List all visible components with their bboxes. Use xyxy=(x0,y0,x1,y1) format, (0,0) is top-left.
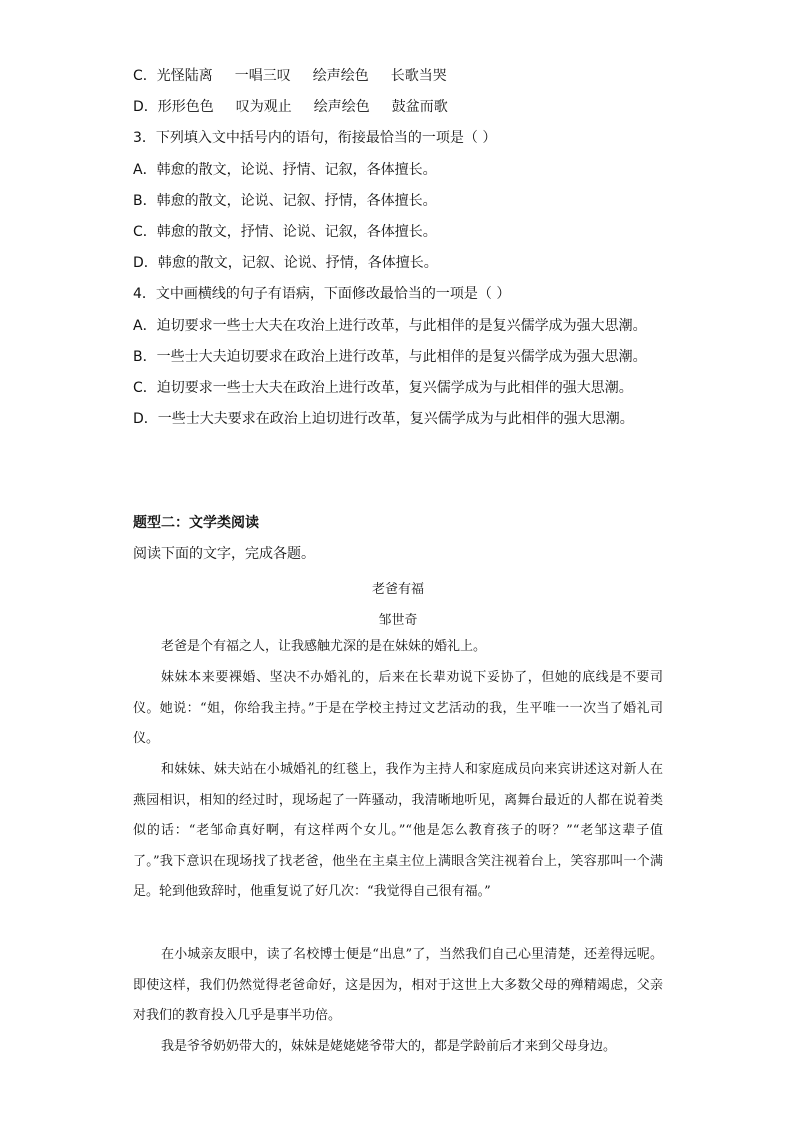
story-title: 老爸有福 xyxy=(371,582,424,597)
story-paragraph: 和妹妹、妹夫站在小城婚礼的红毯上，我作为主持人和家庭成员向来宾讲述这对新人在燕园相识，相知的经过时，现场起了一阵骚动，我清晰地听见，离舞台最近的人都在说着类似的话：“老邹命真好啊，有这样两个女儿。”“他是怎么教育孩子的呀？”“老邹这辈子值了。”我下意识在现场找了找老爸，他坐在主桌主位上满眼含笑注视着台上，笑容那叫一个满足。轮到他致辞时，他重复说了好几次：“我觉得自己很有福。” xyxy=(133,762,663,899)
option-item: 长歌当哭 xyxy=(390,68,447,84)
q3-option-c: C．韩愈的散文，抒情、论说、记叙，各体擅长。 xyxy=(133,224,437,240)
q3-option-d: D．韩愈的散文，记叙、论说、抒情，各体擅长。 xyxy=(133,255,438,271)
option-label: C． xyxy=(133,68,157,84)
option-item: 形形色色 xyxy=(157,99,214,115)
section-heading: 题型二：文学类阅读 xyxy=(133,515,259,531)
section-instruction: 阅读下面的文字，完成各题。 xyxy=(133,546,315,562)
story-paragraph: 妹妹本来要裸婚、坚决不办婚礼的，后来在长辈劝说下妥协了，但她的底线是不要司仪。她说：“姐，你给我主持。”于是在学校主持过文艺活动的我，生平唯一一次当了婚礼司仪。 xyxy=(133,670,663,746)
q4-option-d: D．一些士大夫要求在政治上迫切进行改革，复兴儒学成为与此相伴的强大思潮。 xyxy=(133,411,634,427)
q4-option-c: C．迫切要求一些士大夫在政治上进行改革，复兴儒学成为与此相伴的强大思潮。 xyxy=(133,380,633,396)
story-paragraph: 在小城亲友眼中，读了名校博士便是“出息”了，当然我们自己心里清楚，还差得远呢。即使这样，我们仍然觉得老爸命好，这是因为，相对于这世上大多数父母的殚精竭虑，父亲对我们的教育投入几乎是事半功倍。 xyxy=(133,947,663,1023)
story-author: 邹世奇 xyxy=(378,613,418,628)
story-paragraph: 我是爷爷奶奶带大的，妹妹是姥姥姥爷带大的，都是学龄前后才来到父母身边。 xyxy=(161,1039,617,1054)
q3-option-b: B．韩愈的散文，论说、记叙、抒情，各体擅长。 xyxy=(133,193,437,209)
q4-stem: 4．文中画横线的句子有语病，下面修改最恰当的一项是（ ） xyxy=(133,286,511,302)
story xyxy=(133,572,663,1072)
q4-option-a: A．迫切要求一些士大夫在攻治上进行改革，与此相伴的是复兴儒学成为强大思潮。 xyxy=(133,318,647,334)
option-item: 绘声绘色 xyxy=(313,99,370,115)
q3-option-a: A．韩愈的散文，论说、抒情、记叙，各体擅长。 xyxy=(133,162,437,178)
q2-option-c xyxy=(133,67,447,85)
option-item: 绘声绘色 xyxy=(312,68,369,84)
option-item: 鼓盆而歌 xyxy=(391,99,448,115)
q2-option-d xyxy=(133,98,448,116)
q3-stem: 3．下列填入文中括号内的语句，衔接最恰当的一项是（ ） xyxy=(133,130,497,146)
option-item: 一唱三叹 xyxy=(234,68,291,84)
story-paragraph: 老爸是个有福之人，让我感触尤深的是在妹妹的婚礼上。 xyxy=(161,639,487,654)
option-label: D． xyxy=(133,99,158,115)
option-item: 光怪陆离 xyxy=(156,68,213,84)
option-item: 叹为观止 xyxy=(235,99,292,115)
q4-option-b: B．一些士大夫迫切要求在政治上进行改革，与此相伴的是复兴儒学成为强大思潮。 xyxy=(133,349,647,365)
